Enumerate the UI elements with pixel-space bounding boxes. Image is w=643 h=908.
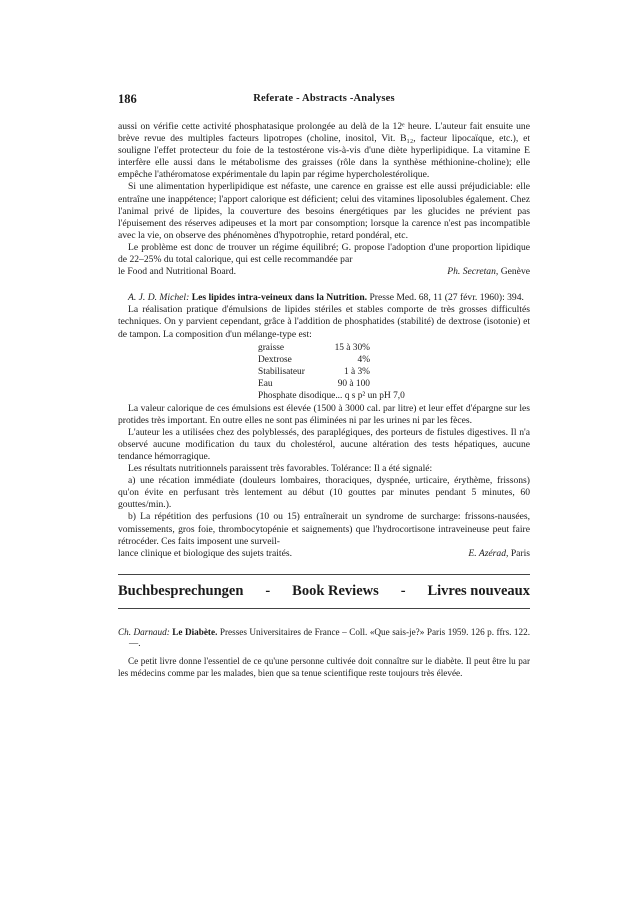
composition-name: Stabilisateur — [258, 366, 305, 377]
section-heading-separator: - — [400, 582, 406, 599]
abstract1-closing-line — [118, 266, 530, 278]
abstract2-heading — [118, 292, 530, 304]
abstract2-citation: Presse Med. 68, 11 (27 févr. 1960): 394. — [369, 292, 524, 304]
abstract2-paragraph-2: L'auteur les a utilisées chez des polyblessés, des paraplégiques, des porteurs de fistules digestives. Il n'a observé aucune modification du taux du cholestérol, aucune altération des tests hépatiques, aucune tendance hémorragique. — [118, 426, 530, 462]
composition-name: Dextrose — [258, 354, 292, 365]
abstract2-title: Les lipides intra-veineux dans la Nutrition. — [191, 292, 368, 304]
review1-heading — [118, 627, 530, 650]
abstract2-author: A. J. D. Michel: — [128, 292, 190, 304]
abstract2-signature-block — [468, 548, 530, 560]
abstract2-paragraph-3: Les résultats nutritionnels paraissent très favorables. Tolérance: Il a été signalé: — [128, 463, 433, 475]
review1-title: Le Diabète. — [172, 626, 218, 637]
journal-page — [118, 92, 530, 679]
abstract2-closing-line — [118, 548, 530, 560]
book-review-darnaud — [118, 627, 530, 679]
running-head — [118, 92, 530, 110]
abstract1-paragraph-2: Si une alimentation hyperlipidique est néfaste, une carence en graisse est elle aussi préjudiciable: elle entraîne une inappétence; l'apport calorique est déficient; celui des vitamines liposolubles également. Chez l'animal privé de lipides, la couverture des besoins énergétiques par les glucides ne prévient pas l'épuisement des réserves adipeuses et la mort par consomption; lorsque la carence n'est pas incompatible avec la vie, on observe des phénomènes d'hypotrophie, retard pondéral, etc. — [118, 181, 530, 241]
abstract1-signature-block — [447, 266, 530, 278]
abstract2-paragraph-1: La valeur calorique de ces émulsions est élevée (1500 à 3000 cal. par litre) et leur effet d'épargne sur les protides très important. En outre elles ne sont pas éliminées ni par les urines ni par les fèces. — [118, 402, 530, 426]
composition-name: graisse — [258, 342, 285, 353]
abstract2-paragraph-5: b) La répétition des perfusions (10 ou 15) entraînerait un syndrome de surcharge: frissons-nausées, vomissements, gros foie, thrombocytopénie et saignements) que l'hydrocortisone intraveineuse peut faire rétrocéder. Ces faits imposent une surveil- — [118, 511, 530, 547]
abstract2-signature: E. Azérad, — [468, 547, 509, 559]
review1-text: Ce petit livre donne l'essentiel de ce qu'une personne cultivée doit connaître sur le diabète. Il peut être lu par les médecins comme par les malades, bien que sa tenue scientifique reste toujours très élevée. — [118, 656, 530, 678]
abstract1-paragraph-3: Le problème est donc de trouver un régime équilibré; G. propose l'adoption d'une proportion lipidique de 22–25% du total calorique, qui est celle recommandée par — [118, 241, 530, 266]
section-rule-bottom — [118, 608, 530, 609]
section-heading-english: Book Reviews — [292, 582, 379, 599]
abstract2-intro: La réalisation pratique d'émulsions de lipides stériles et stables comporte de très grosses difficultés techniques. On y parvient cependant, grâce à l'addition de phosphatides (stabilité) de dextrose (isotonie) et de tampon. La composition d'un mélange-type est: — [118, 304, 530, 340]
abstract1-paragraph-1: aussi on vérifie cette activité phosphatasique prolongée au delà de la 12ᵉ heure. L'auteur fait ensuite une brève revue des multiples facteurs lipotropes (choline, inositol, Vit. B₁₂, facteur lipocaïque, etc.), et souligne l'effet protecteur du foie de la testostérone vis-à-vis d'une diète hyperlipidique. La vitamine E interfère elle aussi dans le métabolisme des graisses (rôle dans la synthèse méthionine-choline); elle empêche l'athéromatose expérimentale du lapin par régime hypercholestérolique. — [118, 121, 530, 181]
composition-value: 90 à 100 — [337, 378, 370, 389]
composition-value: 15 à 30% — [334, 342, 370, 353]
abstract-michel — [118, 292, 530, 560]
page-number: 186 — [118, 92, 137, 106]
abstract-continued — [118, 121, 530, 278]
running-head-title: Referate - Abstracts -Analyses — [253, 93, 395, 104]
abstract2-paragraph-4: a) une récation immédiate (douleurs lombaires, thoraciques, dyspnée, urticaire, érythème, frissons) qu'on évite en perfusant très lentement au début (10 gouttes par minutes pendant 5 minutes, 60 gouttes/min.). — [118, 475, 530, 511]
abstract1-last-line: le Food and Nutritional Board. — [118, 266, 237, 278]
composition-value: 1 à 3% — [343, 366, 370, 377]
section-heading-separator: - — [265, 582, 271, 599]
abstract1-signature: Ph. Secretan, — [447, 266, 499, 278]
composition-row — [258, 366, 530, 378]
composition-row — [258, 378, 530, 390]
composition-value: 4% — [357, 354, 370, 365]
section-heading — [118, 575, 530, 606]
composition-row — [258, 354, 530, 366]
review1-author: Ch. Darnaud: — [118, 626, 170, 637]
composition-name: Eau — [258, 378, 273, 389]
section-heading-french: Livres nouveaux — [427, 582, 530, 599]
section-heading-german: Buchbesprechungen — [118, 582, 244, 599]
review1-citation: Presses Universitaires de France – Coll. «Que sais-je?» Paris 1959. 126 p. ffrs. 122.—. — [129, 626, 531, 649]
composition-table — [258, 342, 530, 402]
composition-row — [258, 342, 530, 354]
abstract2-signature-place: Paris — [510, 547, 530, 559]
abstract2-last-line: lance clinique et biologique des sujets traités. — [118, 547, 292, 559]
abstract1-signature-place: Genève — [500, 266, 530, 278]
composition-row-phosphate: Phosphate disodique... q s p² un pH 7,0 — [258, 390, 405, 401]
